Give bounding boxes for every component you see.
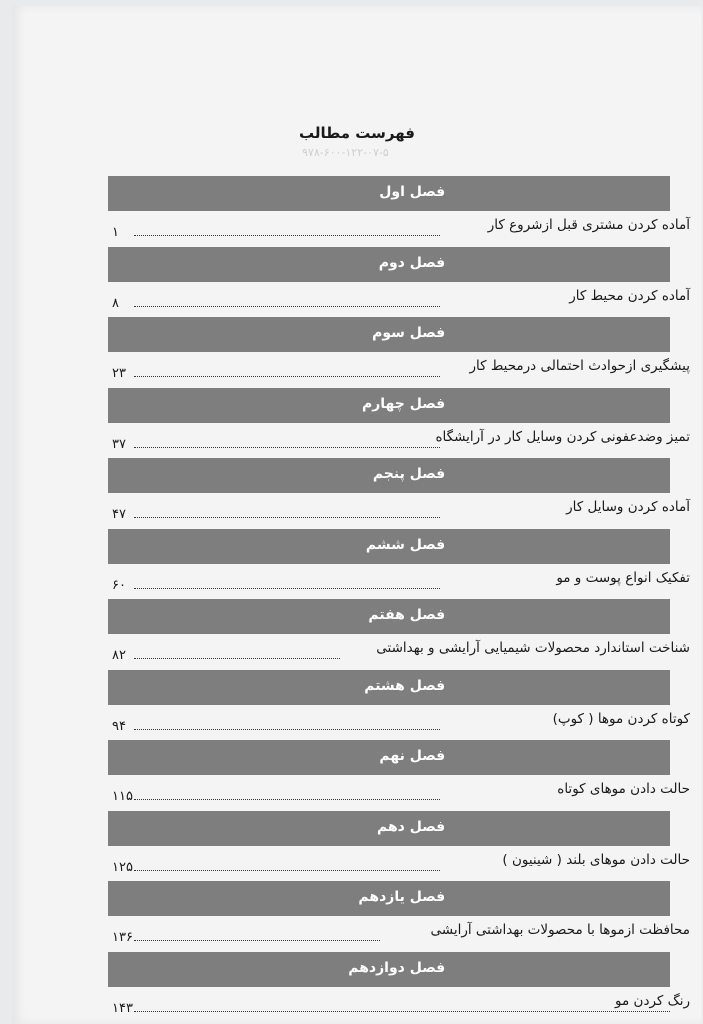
chapter-12 — [108, 952, 690, 1023]
chapter-5 — [108, 458, 690, 529]
page-number: ۸ — [112, 295, 119, 311]
chapter-heading: فصل اول — [379, 184, 446, 200]
dot-leader — [134, 729, 440, 730]
chapter-heading-bar — [108, 670, 670, 705]
chapter-heading-bar — [108, 317, 670, 352]
chapter-heading: فصل هفتم — [368, 607, 446, 623]
chapter-heading: فصل دهم — [377, 818, 446, 835]
chapter-1 — [108, 176, 690, 247]
chapter-heading: فصل سوم — [372, 325, 446, 341]
chapter-title: تفکیک انواع پوست و مو — [556, 569, 690, 586]
chapter-heading-bar — [108, 458, 670, 493]
page-number: ۶۰ — [112, 577, 126, 593]
chapter-heading-bar — [108, 599, 670, 634]
chapter-8 — [108, 670, 690, 741]
toc-entry[interactable] — [108, 493, 690, 528]
chapter-heading-bar — [108, 247, 670, 282]
dot-leader — [134, 870, 440, 871]
chapter-title: رنگ کردن مو — [615, 992, 690, 1009]
page-number: ۱ — [112, 225, 119, 240]
chapter-title: آماده کردن مشتری قبل ازشروع کار — [487, 217, 690, 233]
chapter-heading-bar — [108, 388, 670, 423]
chapter-title: محافظت ازموها با محصولات بهداشتی آرایشی — [430, 922, 690, 938]
table-of-contents — [108, 176, 690, 1022]
toc-entry[interactable] — [108, 916, 690, 951]
chapter-title: تمیز وضدعفونی کردن وسایل کار در آرایشگاه — [435, 428, 690, 445]
toc-entry[interactable] — [108, 282, 690, 317]
chapter-title: کوتاه کردن موها ( کوپ) — [552, 710, 690, 727]
chapter-heading: فصل یازدهم — [358, 889, 446, 905]
dot-leader — [134, 799, 440, 800]
chapter-heading: فصل ششم — [365, 536, 446, 553]
toc-entry[interactable] — [108, 423, 690, 458]
dot-leader — [134, 658, 340, 659]
show-through-text: ۹۷۸-۶۰۰-۱۲۲-۰۷-۵ — [302, 146, 389, 159]
dot-leader — [134, 1011, 670, 1012]
toc-entry[interactable] — [108, 564, 690, 599]
page-number: ۱۳۶ — [112, 930, 133, 945]
chapter-heading-bar — [108, 740, 670, 775]
toc-entry[interactable] — [108, 634, 690, 669]
chapter-6 — [108, 529, 690, 600]
chapter-7 — [108, 599, 690, 670]
chapter-title: حالت دادن موهای کوتاه — [557, 781, 690, 797]
chapter-heading: فصل دوازدهم — [348, 959, 446, 976]
dot-leader — [134, 940, 380, 941]
chapter-title: شناخت استاندارد محصولات شیمیایی آرایشی و بهداشتی — [376, 640, 690, 656]
toc-entry[interactable] — [108, 705, 690, 740]
toc-entry[interactable] — [108, 775, 690, 810]
chapter-11 — [108, 881, 690, 952]
chapter-heading-bar — [108, 881, 670, 916]
page-number: ۴۷ — [112, 507, 126, 522]
dot-leader — [134, 517, 440, 518]
page-number: ۱۱۵ — [112, 789, 133, 804]
dot-leader — [134, 306, 440, 307]
chapter-heading: فصل هشتم — [364, 677, 446, 694]
chapter-3 — [108, 317, 690, 388]
dot-leader — [134, 235, 440, 236]
chapter-2 — [108, 247, 690, 318]
page-title: فهرست مطالب — [299, 124, 415, 142]
toc-entry[interactable] — [108, 211, 690, 246]
chapter-heading: فصل نهم — [379, 748, 446, 764]
dot-leader — [134, 376, 440, 377]
chapter-heading-bar — [108, 529, 670, 564]
chapter-10 — [108, 811, 690, 882]
chapter-heading: فصل دوم — [378, 254, 446, 271]
book-page — [12, 6, 702, 1024]
page-number: ۱۴۳ — [112, 1000, 133, 1016]
chapter-heading-bar — [108, 176, 670, 211]
chapter-9 — [108, 740, 690, 811]
dot-leader — [134, 447, 440, 448]
page-number: ۲۳ — [112, 366, 126, 381]
chapter-heading-bar — [108, 952, 670, 987]
page-number: ۳۷ — [112, 436, 126, 452]
chapter-heading: فصل پنجم — [372, 466, 446, 482]
page-number: ۹۴ — [112, 718, 126, 734]
chapter-title: آماده کردن وسایل کار — [566, 499, 690, 515]
toc-entry[interactable] — [108, 846, 690, 881]
chapter-heading: فصل چهارم — [361, 395, 446, 412]
toc-entry[interactable] — [108, 352, 690, 387]
page-number: ۱۲۵ — [112, 859, 133, 875]
chapter-heading-bar — [108, 811, 670, 846]
page-number: ۸۲ — [112, 648, 126, 663]
chapter-4 — [108, 388, 690, 459]
dot-leader — [134, 588, 440, 589]
chapter-title: آماده کردن محیط کار — [569, 287, 690, 304]
toc-entry[interactable] — [108, 987, 690, 1022]
chapter-title: حالت دادن موهای بلند ( شینیون ) — [502, 851, 690, 868]
chapter-title: پیشگیری ازحوادث احتمالی درمحیط کار — [469, 358, 690, 374]
